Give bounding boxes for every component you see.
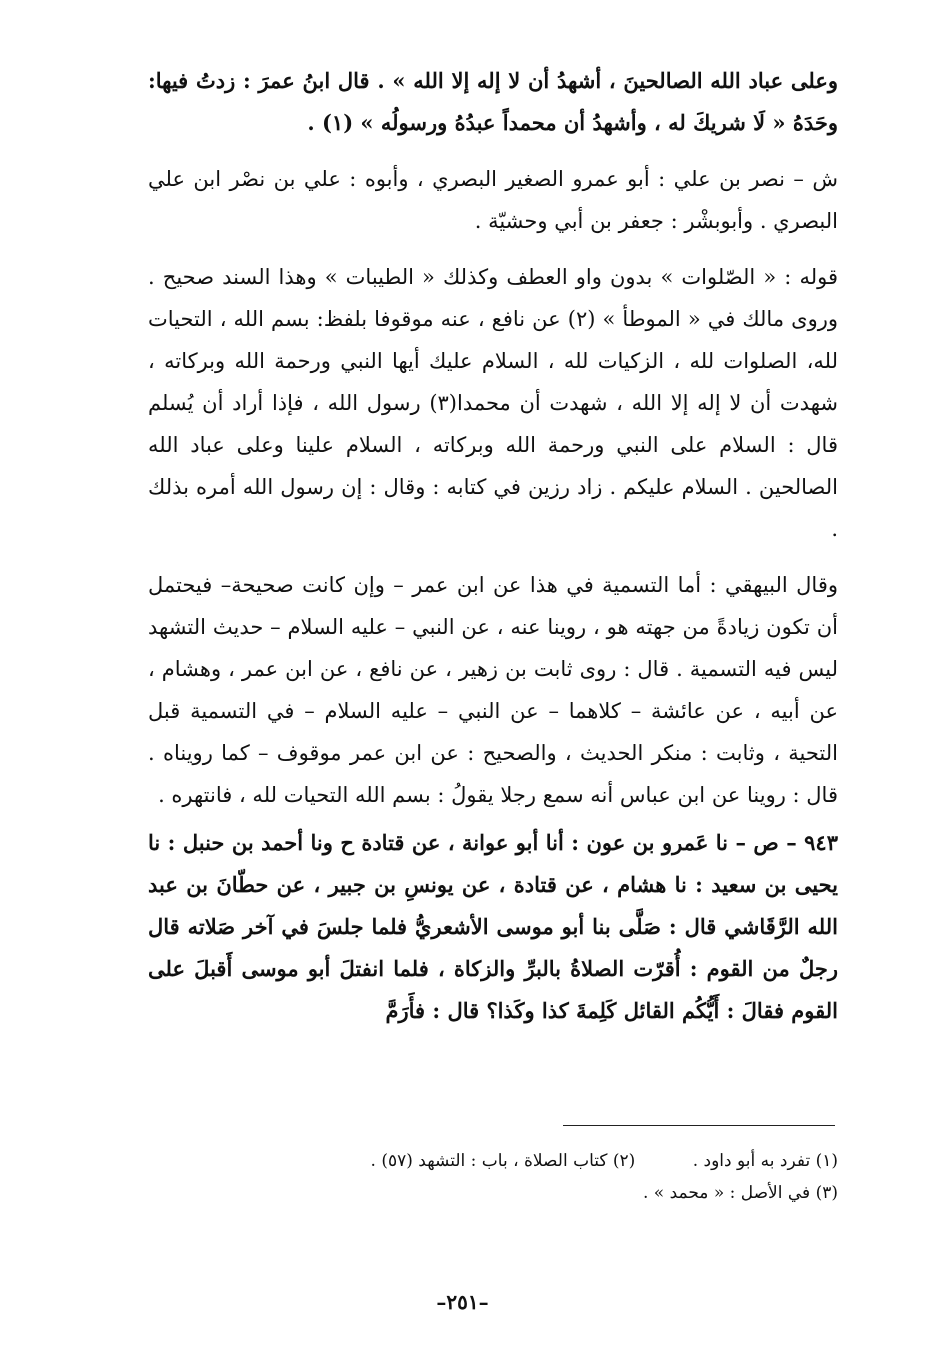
footnote-row	[148, 1145, 838, 1177]
footnote-3: (٣) في الأصل : « محمد » .	[642, 1183, 838, 1203]
footnote-row	[148, 1177, 838, 1209]
paragraph-hadith-943: ٩٤٣ – ص – نا عَمرو بن عون : أنا أبو عوانة ، عن قتادة ح ونا أحمد بن حنبل : نا يحيى بن سعيد : نا هشام ، عن قتادة ، عن يونسِ بن جبير ، عن حطّانَ بن عبد الله الرَّقَاشي قال : صَلَّى بنا أبو موسى الأشعريُّ فلما جلسَ في آخر صَلاته قال رجلٌ من القوم : أُقرّت الصلاةُ بالبرِّ والزكاة ، فلما انفتلَ أبو موسى أَقبلَ على القوم فقالَ : أَيُّكُم القائل كَلِمةَ كذا وكَذا؟ قال : فأَرَمَّ	[148, 830, 838, 1023]
paragraph-commentary-names: ش – نصر بن علي : أبو عمرو الصغير البصري ، وأبوه : علي بن نصْر ابن علي البصري . وأبوبشْر : جعفر بن أبي وحشيّة .	[148, 167, 838, 233]
footnotes	[148, 1145, 838, 1209]
footnote-separator	[563, 1125, 835, 1126]
paragraph-hadith-end: وعلى عباد الله الصالحينَ ، أشهدُ أن لا إله إلا الله » . قال ابنُ عمرَ : زدتُ فيها: وحَدَهُ « لَا شريكَ له ، وأشهدُ أن محمداً عبدُهُ ورسولُه » (١) .	[148, 68, 838, 135]
paragraph-commentary-salawat: قوله : « الصّلوات » بدون واو العطف وكذلك « الطيبات » وهذا السند صحيح . وروى مالك في « الموطأ » (٢) عن نافع ، عنه موقوفا بلفظ: بسم الله ، التحيات لله، الصلوات لله ، الزكيات لله ، السلام عليك أيها النبي ورحمة الله وبركاته ، شهدت أن لا إله إلا الله ، شهدت أن محمدا(٣) رسول الله ، فإذا أراد أن يُسلم قال : السلام على النبي ورحمة الله وبركاته ، السلام علينا وعلى عباد الله الصالحين . السلام عليكم . زاد رزين في كتابه : وقال : إن رسول الله أمره بذلك .	[148, 265, 838, 541]
paragraph-commentary-bayhaqi: وقال البيهقي : أما التسمية في هذا عن ابن عمر – وإن كانت صحيحة– فيحتمل أن تكون زيادةً من جهته هو ، روينا عنه ، عن النبي – عليه السلام – حديث التشهد ليس فيه التسمية . قال : روى ثابت بن زهير ، عن نافع ، عن ابن عمر ، وهشام ، عن أبيه ، عن عائشة – كلاهما – عن النبي – عليه السلام – في التسمية قبل التحية ، وثابت : منكر الحديث ، والصحيح : عن ابن عمر موقوف – كما رويناه . قال : روينا عن ابن عباس أنه سمع رجلا يقولُ : بسم الله التحيات لله ، فانتهره .	[148, 573, 838, 807]
footnote-2: (٢) كتاب الصلاة ، باب : التشهد (٥٧) .	[370, 1151, 636, 1171]
page-body	[148, 60, 838, 1032]
footnote-1: (١) تفرد به أبو داود .	[692, 1151, 838, 1171]
page-number: –٢٥١–	[436, 1290, 489, 1314]
